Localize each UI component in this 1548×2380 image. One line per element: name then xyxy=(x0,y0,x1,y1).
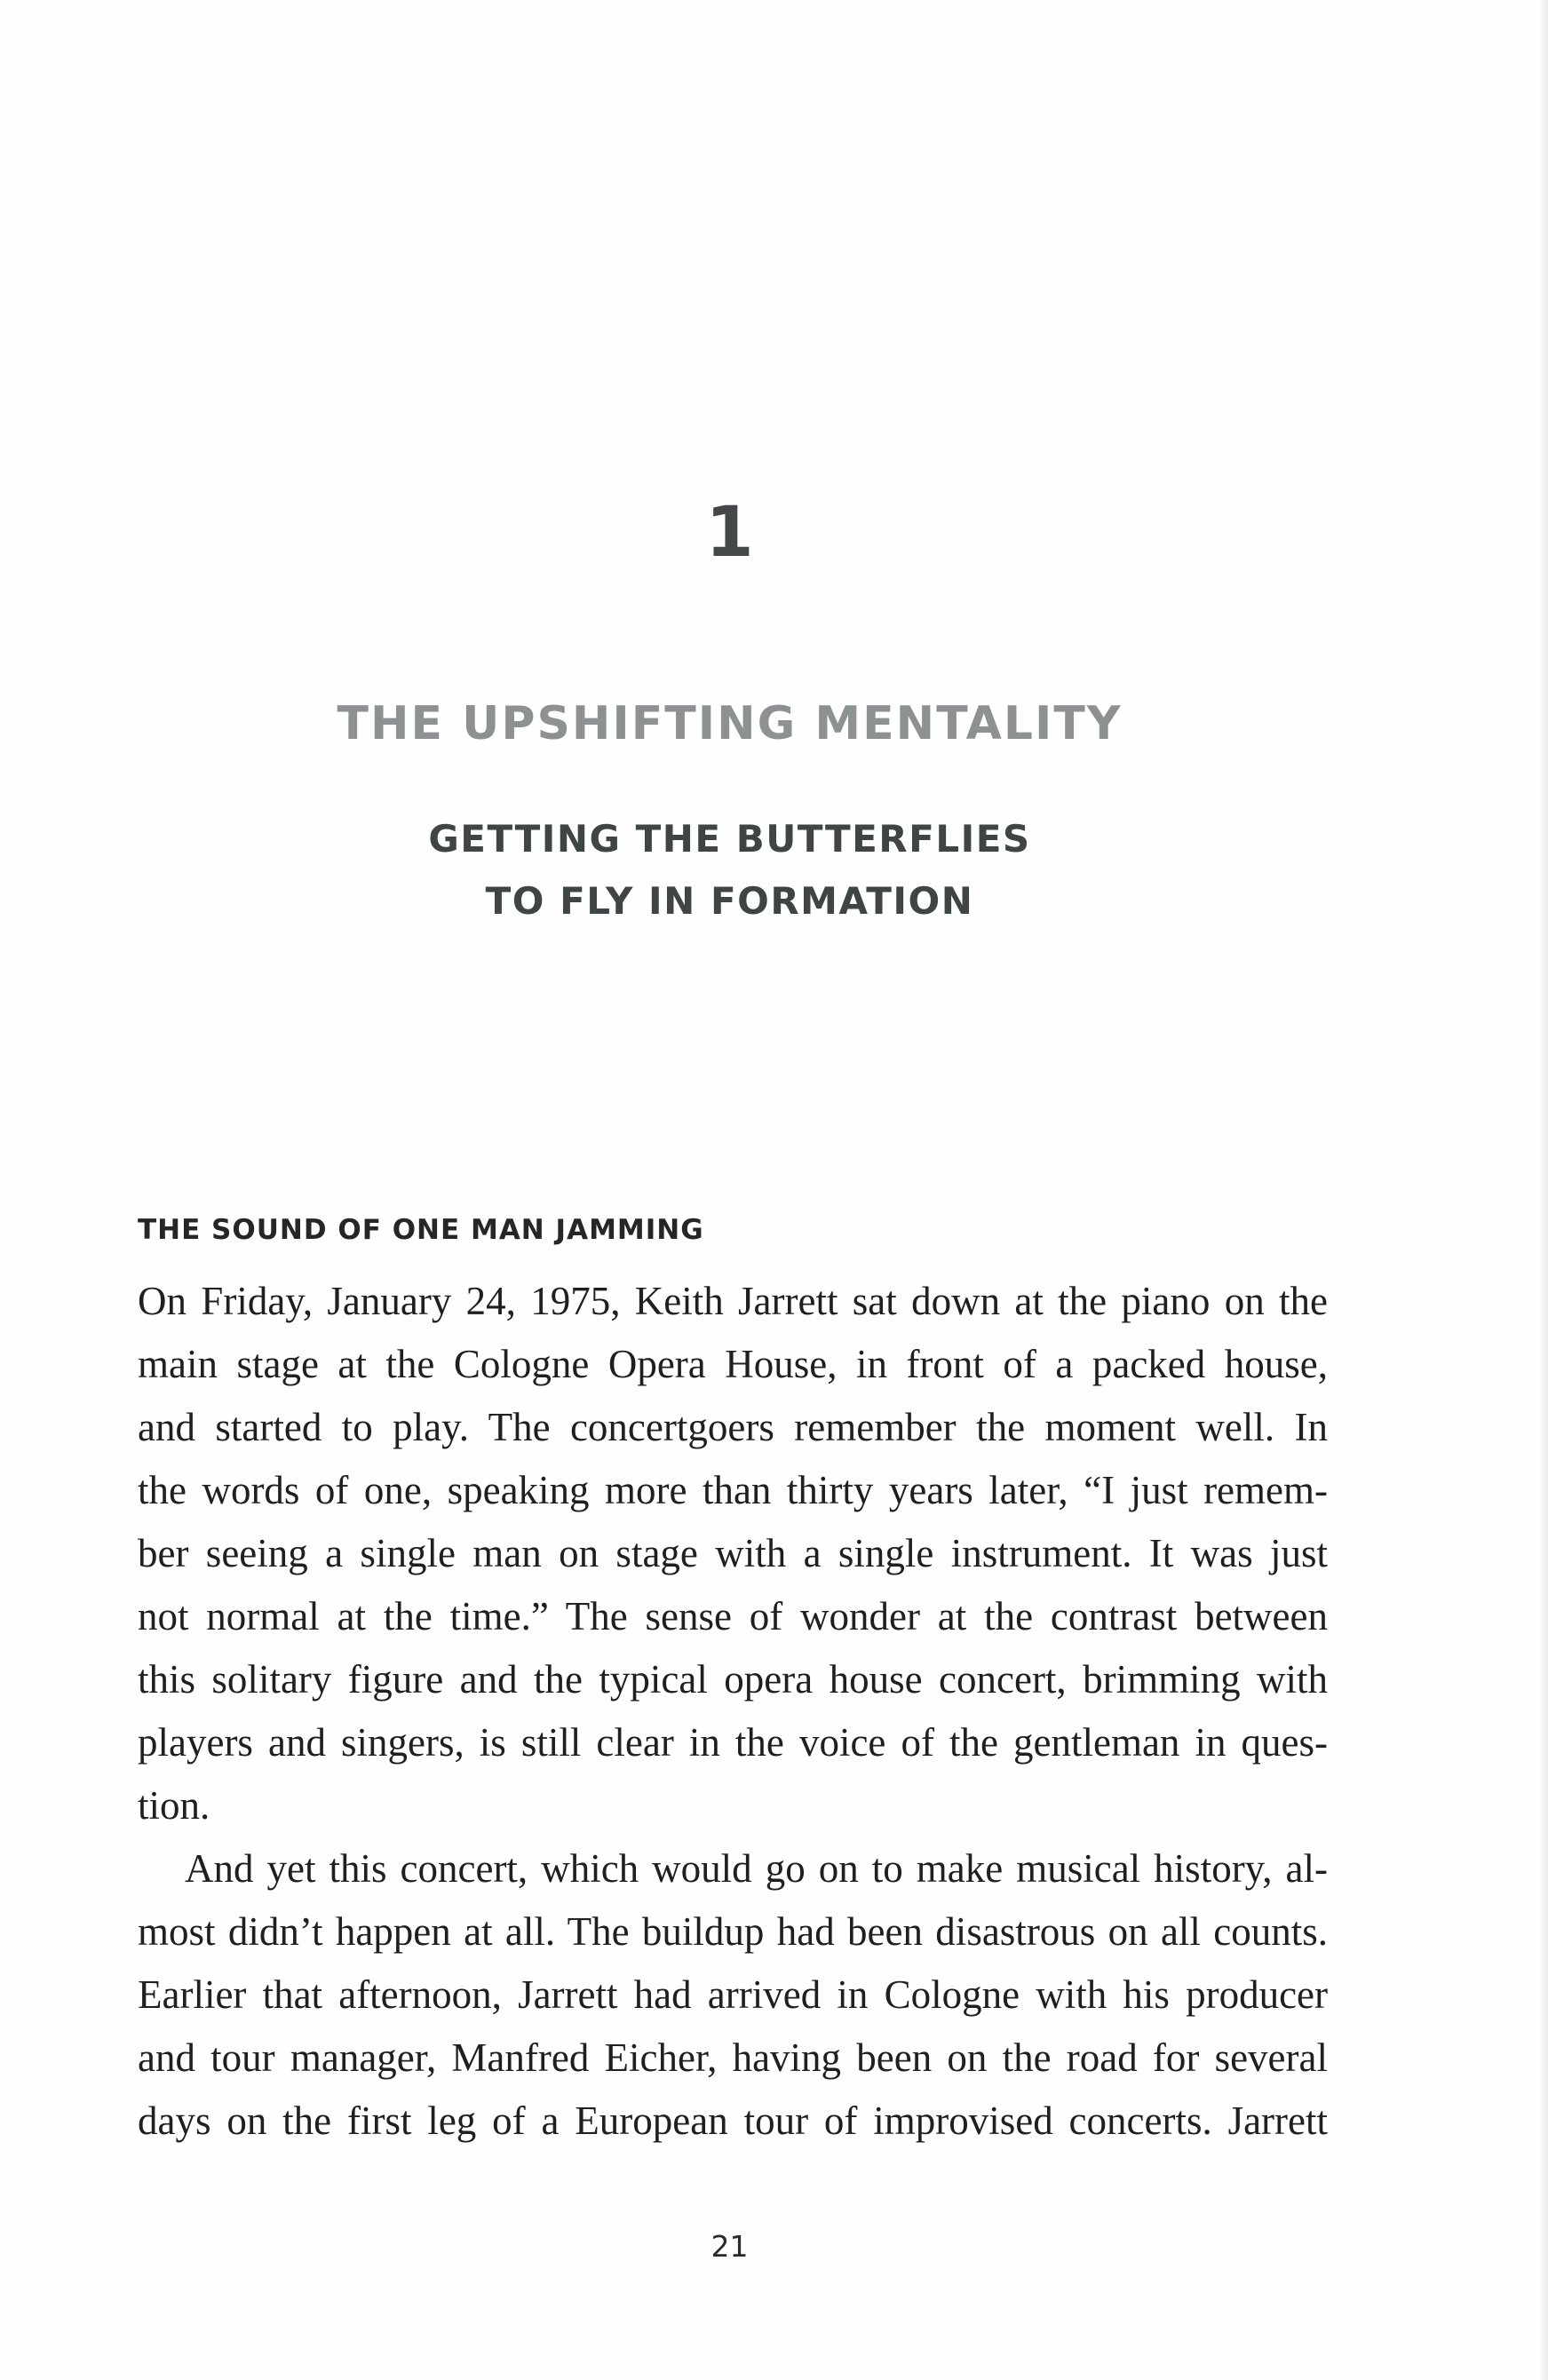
paragraph xyxy=(138,1270,1328,1837)
text-line: main stage at the Cologne Opera House, in front of a packed house, xyxy=(138,1342,1328,1386)
text-line: On Friday, January 24, 1975, Keith Jarrett sat down at the piano on the xyxy=(138,1279,1328,1323)
chapter-subtitle-line: GETTING THE BUTTERFLIES xyxy=(428,817,1031,861)
page-edge-shadow xyxy=(1539,0,1548,2380)
text-line: and tour manager, Manfred Eicher, having been on the road for several xyxy=(138,2035,1328,2080)
paragraph xyxy=(138,1837,1328,2153)
text-line: ber seeing a single man on stage with a single instrument. It was just xyxy=(138,1531,1328,1575)
text-line: And yet this concert, which would go on to make musical history, al- xyxy=(185,1846,1328,1891)
chapter-subtitle-line: TO FLY IN FORMATION xyxy=(485,879,974,923)
text-line: and started to play. The concertgoers remember the moment well. In xyxy=(138,1405,1328,1449)
text-line: players and singers, is still clear in the voice of the gentleman in ques- xyxy=(138,1720,1328,1765)
text-line: this solitary figure and the typical opera house concert, brimming with xyxy=(138,1657,1328,1702)
chapter-title: THE UPSHIFTING MENTALITY xyxy=(337,697,1123,750)
chapter-subtitle xyxy=(0,808,1459,932)
text-line: the words of one, speaking more than thirty years later, “I just remem- xyxy=(138,1468,1328,1512)
text-line: most didn’t happen at all. The buildup had been disastrous on all counts. xyxy=(138,1909,1328,1954)
text-line: days on the first leg of a European tour of improvised concerts. Jarrett xyxy=(138,2098,1328,2143)
chapter-number: 1 xyxy=(705,493,754,573)
page-number: 21 xyxy=(710,2229,749,2264)
text-line: tion. xyxy=(138,1783,210,1828)
section-heading: THE SOUND OF ONE MAN JAMMING xyxy=(138,1214,704,1246)
text-line: not normal at the time.” The sense of wonder at the contrast between xyxy=(138,1594,1328,1638)
body-text xyxy=(138,1270,1328,2153)
text-line: Earlier that afternoon, Jarrett had arrived in Cologne with his producer xyxy=(138,1972,1328,2017)
